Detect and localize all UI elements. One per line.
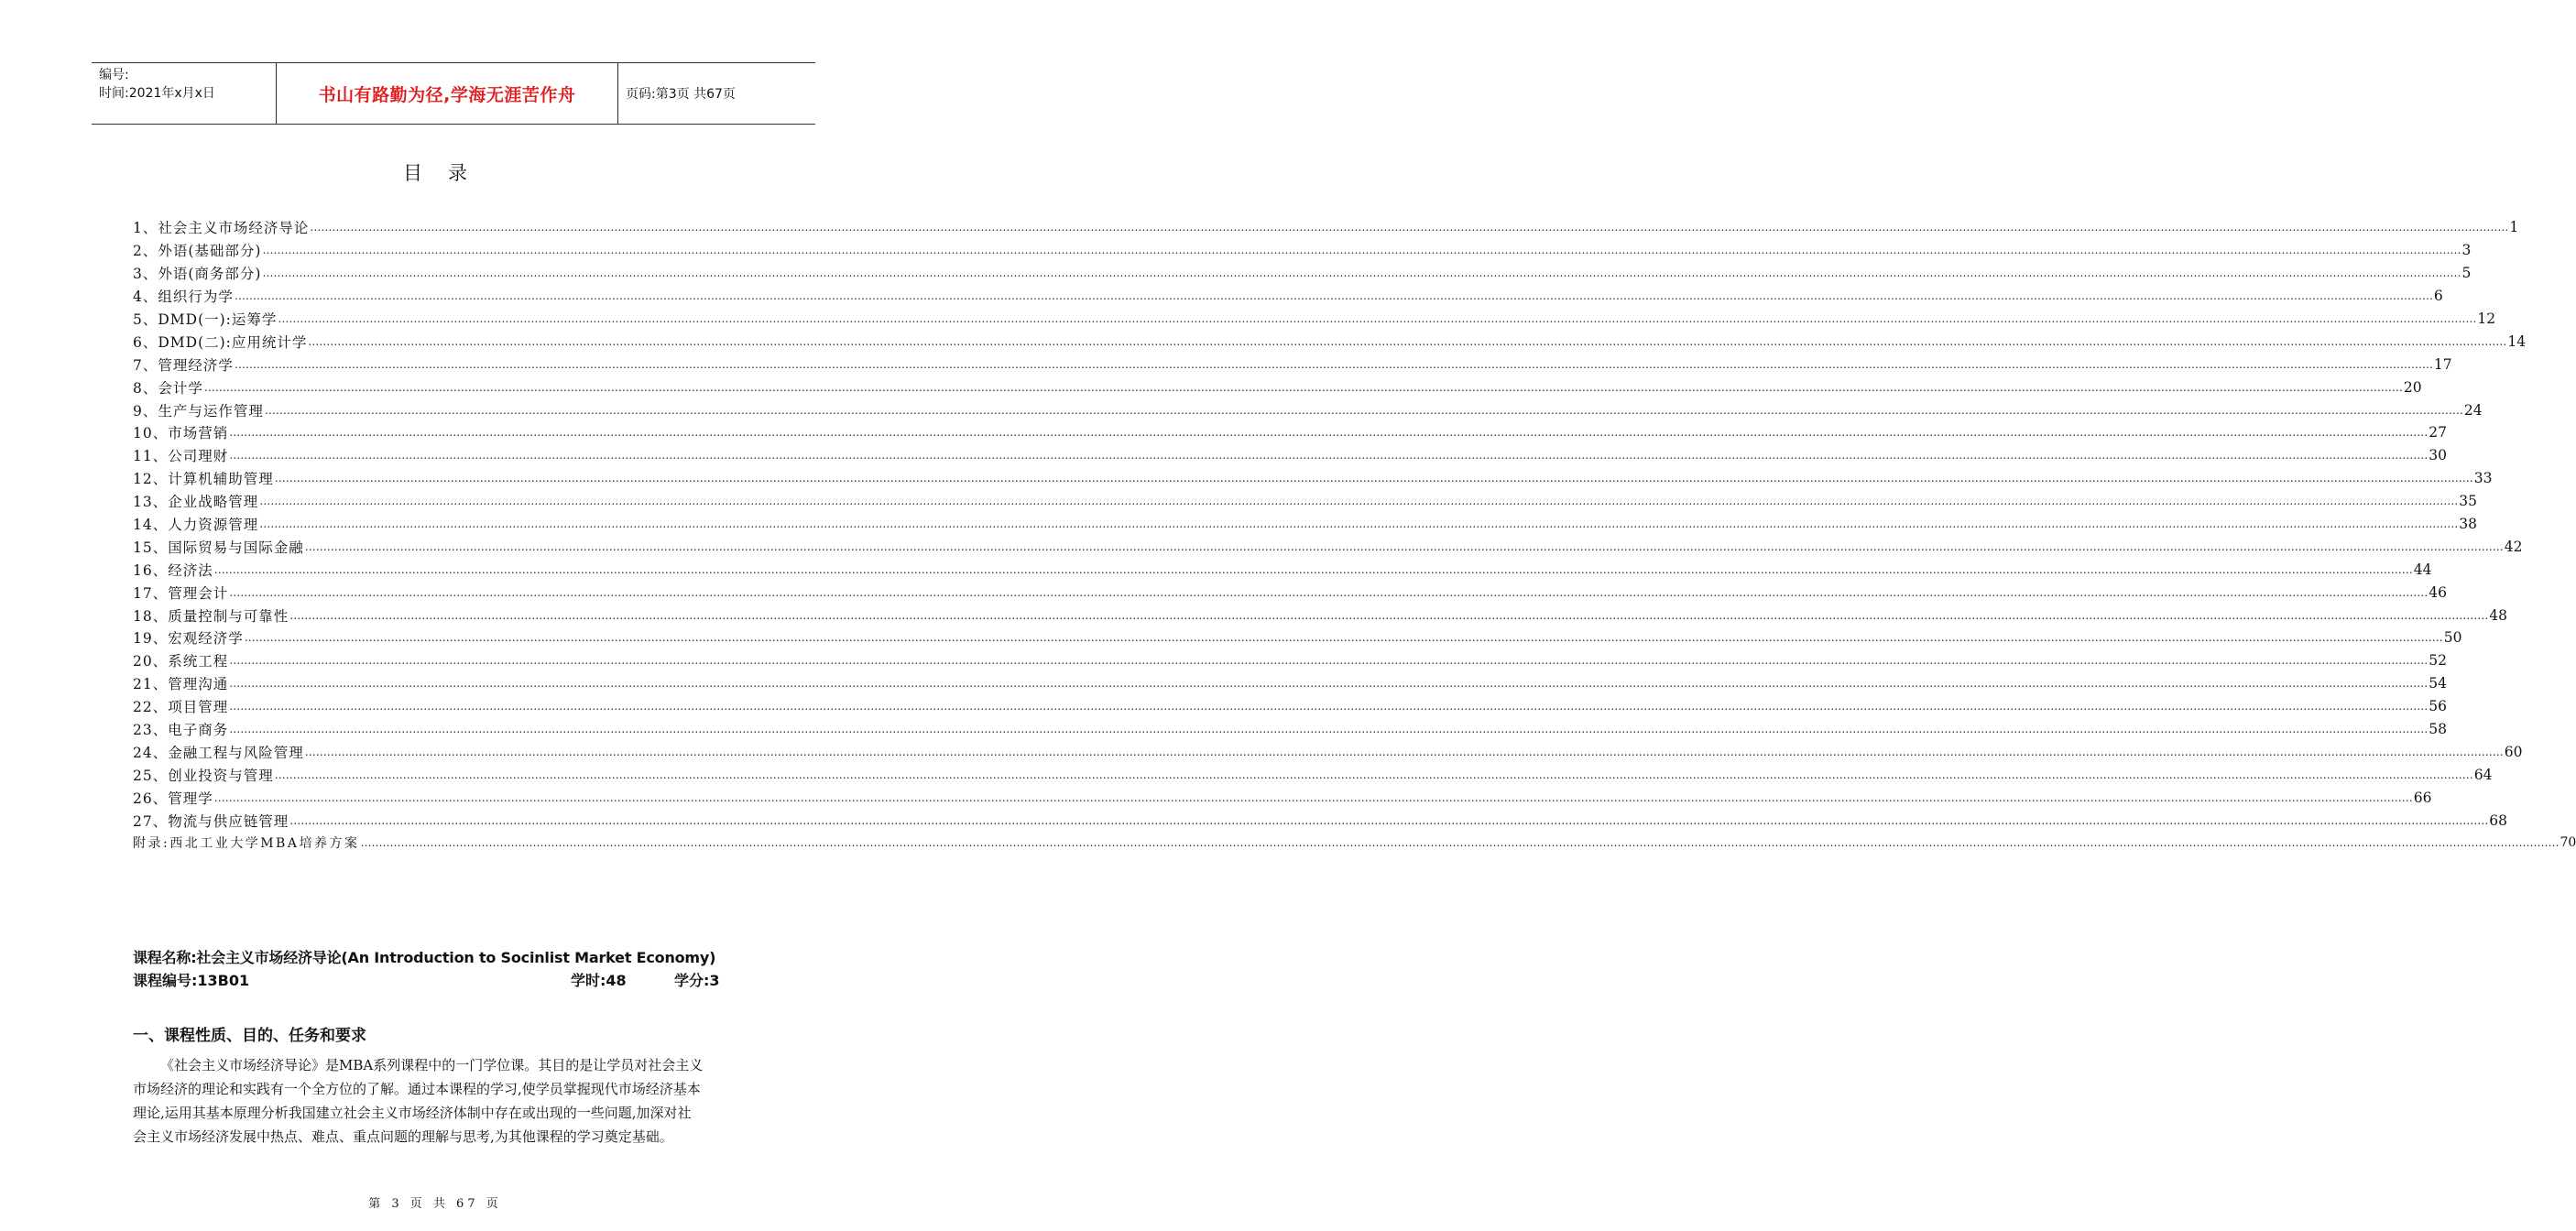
serial-label: 编号: — [99, 68, 129, 82]
toc-entry-page: 58 — [2429, 721, 2447, 738]
toc-leader-dots: …………………………………………………………………………………………………………………………………………………………………………………………………………………………………………………………………………………………………………………………………………………………………………………………………………………………………………………………………………………………………………………………………………………… — [259, 517, 2459, 531]
toc-entry — [133, 695, 2447, 718]
toc-entry — [133, 581, 2447, 604]
toc-leader-dots: …………………………………………………………………………………………………………………………………………………………………………………………………………………………………………………………………………………………………………………………………………………………………………………………………………………………………………………………………………………………………………………………………………………… — [244, 631, 2443, 645]
toc-entry — [133, 353, 2452, 376]
header-table — [92, 62, 815, 125]
toc-entry-page: 48 — [2489, 606, 2507, 624]
toc-entry — [133, 672, 2447, 695]
toc-leader-dots: …………………………………………………………………………………………………………………………………………………………………………………………………………………………………………………………………………………………………………………………………………………………………………………………………………………………………………………………………………………………………………………………………………………… — [289, 608, 2489, 622]
table-of-contents — [133, 216, 2576, 855]
toc-leader-dots: …………………………………………………………………………………………………………………………………………………………………………………………………………………………………………………………………………………………………………………………………………………………………………………………………………………………………………………………………………………………………………………………………………………… — [234, 289, 2433, 303]
paragraph-line: 市场经济的理论和实践有一个全方位的了解。通过本课程的学习,使学员掌握现代市场经济基本 — [133, 1081, 701, 1097]
toc-entry-label: 1、社会主义市场经济导论 — [133, 220, 310, 237]
toc-entry-label: 26、管理学 — [133, 790, 213, 807]
toc-entry-page: 14 — [2507, 332, 2527, 350]
toc-entry — [133, 604, 2507, 626]
toc-entry-label: 4、组织行为学 — [133, 289, 234, 306]
toc-entry-label: 18、质量控制与可靠性 — [133, 607, 289, 625]
toc-leader-dots: …………………………………………………………………………………………………………………………………………………………………………………………………………………………………………………………………………………………………………………………………………………………………………………………………………………………………………………………………………………………………………………………………………………… — [274, 472, 2473, 485]
toc-entry — [133, 330, 2527, 353]
toc-leader-dots: …………………………………………………………………………………………………………………………………………………………………………………………………………………………………………………………………………………………………………………………………………………………………………………………………………………………………………………………………………………………………………………………………………………… — [229, 700, 2429, 714]
toc-entry-label: 22、项目管理 — [133, 699, 229, 716]
toc-entry-page: 44 — [2413, 561, 2432, 578]
motto-text: 书山有路勤为径,学海无涯苦作舟 — [318, 84, 576, 105]
toc-entry-page: 56 — [2429, 698, 2447, 715]
toc-entry-label: 13、企业战略管理 — [133, 494, 259, 511]
section-paragraph — [133, 1053, 777, 1149]
toc-entry-page: 5 — [2461, 265, 2472, 282]
paragraph-line: 理论,运用其基本原理分析我国建立社会主义市场经济体制中存在或出现的一些问题,加深对社 — [133, 1105, 692, 1121]
toc-entry — [133, 718, 2447, 741]
toc-entry-page: 1 — [2509, 219, 2519, 236]
toc-entry — [133, 626, 2462, 649]
toc-entry-label: 5、DMD(一):运筹学 — [133, 311, 278, 328]
toc-entry-page: 35 — [2459, 493, 2477, 510]
toc-leader-dots: …………………………………………………………………………………………………………………………………………………………………………………………………………………………………………………………………………………………………………………………………………………………………………………………………………………………………………………………………………………………………………………………………………………… — [264, 403, 2463, 417]
toc-entry-label: 6、DMD(二):应用统计学 — [133, 333, 308, 351]
toc-entry-page: 12 — [2477, 310, 2496, 327]
toc-entry-label: 12、计算机辅助管理 — [133, 471, 274, 488]
toc-entry-label: 21、管理沟通 — [133, 676, 229, 693]
section-heading: 一、课程性质、目的、任务和要求 — [133, 1027, 366, 1045]
toc-entry-page: 46 — [2429, 583, 2447, 601]
course-name: 课程名称:社会主义市场经济导论(An Introduction to Socinlist Market Economy) — [133, 949, 716, 966]
toc-leader-dots: …………………………………………………………………………………………………………………………………………………………………………………………………………………………………………………………………………………………………………………………………………………………………………………………………………………………………………………………………………………………………………………………………………………… — [229, 677, 2429, 691]
toc-leader-dots: …………………………………………………………………………………………………………………………………………………………………………………………………………………………………………………………………………………………………………………………………………………………………………………………………………………………………………………………………………………………………………………………………………………… — [360, 836, 2560, 850]
toc-entry-label: 16、经济法 — [133, 561, 213, 579]
course-code: 课程编号:13B01 — [133, 972, 250, 989]
toc-entry-label: 24、金融工程与风险管理 — [133, 744, 304, 761]
toc-entry-label: 14、人力资源管理 — [133, 517, 259, 534]
page-footer: 第 3 页 共 67 页 — [368, 1197, 502, 1211]
toc-entry — [133, 308, 2496, 331]
toc-leader-dots: …………………………………………………………………………………………………………………………………………………………………………………………………………………………………………………………………………………………………………………………………………………………………………………………………………………………………………………………………………………………………………………………………………………… — [229, 585, 2429, 599]
toc-leader-dots: …………………………………………………………………………………………………………………………………………………………………………………………………………………………………………………………………………………………………………………………………………………………………………………………………………………………………………………………………………………………………………………………………………………… — [229, 723, 2429, 736]
toc-leader-dots: …………………………………………………………………………………………………………………………………………………………………………………………………………………………………………………………………………………………………………………………………………………………………………………………………………………………………………………………………………………………………………………………………………………… — [308, 334, 2507, 348]
toc-entry-label: 2、外语(基础部分) — [133, 243, 262, 260]
toc-entry-page: 42 — [2504, 538, 2523, 555]
time-label: 时间:2021年x月x日 — [99, 86, 215, 101]
toc-entry-label: 3、外语(商务部分) — [133, 266, 262, 283]
toc-leader-dots: …………………………………………………………………………………………………………………………………………………………………………………………………………………………………………………………………………………………………………………………………………………………………………………………………………………………………………………………………………………………………………………………………………………… — [304, 745, 2504, 758]
toc-entry — [133, 763, 2493, 786]
toc-leader-dots: …………………………………………………………………………………………………………………………………………………………………………………………………………………………………………………………………………………………………………………………………………………………………………………………………………………………………………………………………………………………………………………………………………………… — [213, 562, 2413, 576]
toc-entry-label: 9、生产与运作管理 — [133, 402, 264, 419]
toc-entry — [133, 239, 2472, 262]
toc-entry-page: 60 — [2504, 743, 2523, 760]
toc-entry-page: 50 — [2443, 629, 2462, 647]
toc-entry-page: 17 — [2433, 355, 2452, 373]
toc-entry — [133, 376, 2422, 398]
toc-entry-page: 70 — [2560, 835, 2576, 851]
course-credits: 学分:3 — [674, 972, 720, 989]
toc-entry — [133, 398, 2483, 421]
paragraph-line: 《社会主义市场经济导论》是MBA系列课程中的一门学位课。其目的是让学员对社会主义 — [160, 1057, 704, 1073]
page-info: 页码:第3页 共67页 — [626, 87, 736, 102]
toc-entry-label: 17、管理会计 — [133, 584, 229, 602]
course-hours: 学时:48 — [571, 972, 627, 989]
toc-leader-dots: …………………………………………………………………………………………………………………………………………………………………………………………………………………………………………………………………………………………………………………………………………………………………………………………………………………………………………………………………………………………………………………………………………………… — [203, 380, 2403, 394]
toc-entry-label: 20、系统工程 — [133, 653, 229, 670]
toc-entry-page: 27 — [2429, 424, 2447, 441]
toc-leader-dots: …………………………………………………………………………………………………………………………………………………………………………………………………………………………………………………………………………………………………………………………………………………………………………………………………………………………………………………………………………………………………………………………………………………… — [229, 449, 2429, 463]
toc-entry-label: 19、宏观经济学 — [133, 630, 244, 648]
toc-entry-page: 52 — [2429, 652, 2447, 670]
toc-entry-page: 66 — [2413, 789, 2432, 806]
toc-entry — [133, 535, 2523, 558]
toc-leader-dots: …………………………………………………………………………………………………………………………………………………………………………………………………………………………………………………………………………………………………………………………………………………………………………………………………………………………………………………………………………………………………………………………………………………… — [274, 768, 2473, 781]
toc-entry — [133, 262, 2472, 285]
toc-entry — [133, 216, 2519, 239]
toc-entry — [133, 740, 2523, 763]
toc-entry-page: 30 — [2429, 447, 2447, 464]
course-code-row — [133, 969, 777, 990]
toc-entry-label: 27、物流与供应链管理 — [133, 812, 289, 830]
toc-entry-label: 25、创业投资与管理 — [133, 767, 274, 784]
toc-entry — [133, 285, 2443, 308]
toc-entry-page: 6 — [2433, 288, 2443, 305]
toc-entry-label: 10、市场营销 — [133, 425, 229, 442]
toc-entry-page: 38 — [2459, 516, 2477, 533]
header-motto-cell — [277, 63, 618, 124]
toc-entry — [133, 513, 2477, 536]
paragraph-line: 会主义市场经济发展中热点、难点、重点问题的理解与思考,为其他课程的学习奠定基础。 — [133, 1128, 673, 1145]
toc-entry-page: 33 — [2473, 470, 2493, 487]
toc-leader-dots: …………………………………………………………………………………………………………………………………………………………………………………………………………………………………………………………………………………………………………………………………………………………………………………………………………………………………………………………………………………………………………………………………………………… — [234, 357, 2433, 371]
toc-leader-dots: …………………………………………………………………………………………………………………………………………………………………………………………………………………………………………………………………………………………………………………………………………………………………………………………………………………………………………………………………………………………………………………………………………………… — [304, 539, 2504, 553]
toc-entry — [133, 832, 2576, 855]
toc-entry-page: 68 — [2489, 812, 2507, 829]
toc-entry — [133, 786, 2432, 809]
toc-entry-label: 8、会计学 — [133, 379, 203, 397]
toc-entry-label: 15、国际贸易与国际金融 — [133, 539, 304, 556]
toc-entry — [133, 558, 2432, 581]
toc-entry-label: 11、公司理财 — [133, 448, 229, 465]
header-left-cell — [92, 63, 277, 124]
toc-entry — [133, 649, 2447, 672]
toc-entry — [133, 809, 2507, 832]
toc-entry — [133, 467, 2493, 490]
toc-leader-dots: …………………………………………………………………………………………………………………………………………………………………………………………………………………………………………………………………………………………………………………………………………………………………………………………………………………………………………………………………………………………………………………………………………………… — [278, 312, 2477, 325]
toc-entry-page: 3 — [2461, 242, 2472, 259]
toc-entry-page: 20 — [2403, 378, 2422, 396]
toc-leader-dots: …………………………………………………………………………………………………………………………………………………………………………………………………………………………………………………………………………………………………………………………………………………………………………………………………………………………………………………………………………………………………………………………………………………… — [262, 244, 2461, 257]
toc-leader-dots: …………………………………………………………………………………………………………………………………………………………………………………………………………………………………………………………………………………………………………………………………………………………………………………………………………………………………………………………………………………………………………………………………………………… — [259, 495, 2459, 508]
toc-entry — [133, 421, 2447, 444]
toc-entry-label: 7、管理经济学 — [133, 356, 234, 374]
toc-leader-dots: …………………………………………………………………………………………………………………………………………………………………………………………………………………………………………………………………………………………………………………………………………………………………………………………………………………………………………………………………………………………………………………………………………………… — [229, 426, 2429, 440]
toc-entry — [133, 490, 2477, 513]
toc-leader-dots: …………………………………………………………………………………………………………………………………………………………………………………………………………………………………………………………………………………………………………………………………………………………………………………………………………………………………………………………………………………………………………………………………………………… — [310, 221, 2509, 234]
toc-leader-dots: …………………………………………………………………………………………………………………………………………………………………………………………………………………………………………………………………………………………………………………………………………………………………………………………………………………………………………………………………………………………………………………………………………………… — [229, 654, 2429, 668]
toc-title: 目录 — [403, 162, 493, 184]
toc-entry — [133, 444, 2447, 467]
toc-leader-dots: …………………………………………………………………………………………………………………………………………………………………………………………………………………………………………………………………………………………………………………………………………………………………………………………………………………………………………………………………………………………………………………………………………………… — [289, 813, 2489, 827]
toc-entry-page: 54 — [2429, 675, 2447, 692]
toc-entry-page: 64 — [2473, 766, 2493, 783]
toc-leader-dots: …………………………………………………………………………………………………………………………………………………………………………………………………………………………………………………………………………………………………………………………………………………………………………………………………………………………………………………………………………………………………………………………………………………… — [262, 267, 2461, 280]
toc-entry-label: 23、电子商务 — [133, 722, 229, 739]
header-page-cell — [618, 63, 815, 124]
toc-entry-page: 24 — [2463, 401, 2483, 419]
toc-leader-dots: …………………………………………………………………………………………………………………………………………………………………………………………………………………………………………………………………………………………………………………………………………………………………………………………………………………………………………………………………………………………………………………………………………………… — [213, 790, 2413, 804]
toc-entry-label: 附录:西北工业大学MBA培养方案 — [133, 836, 360, 852]
